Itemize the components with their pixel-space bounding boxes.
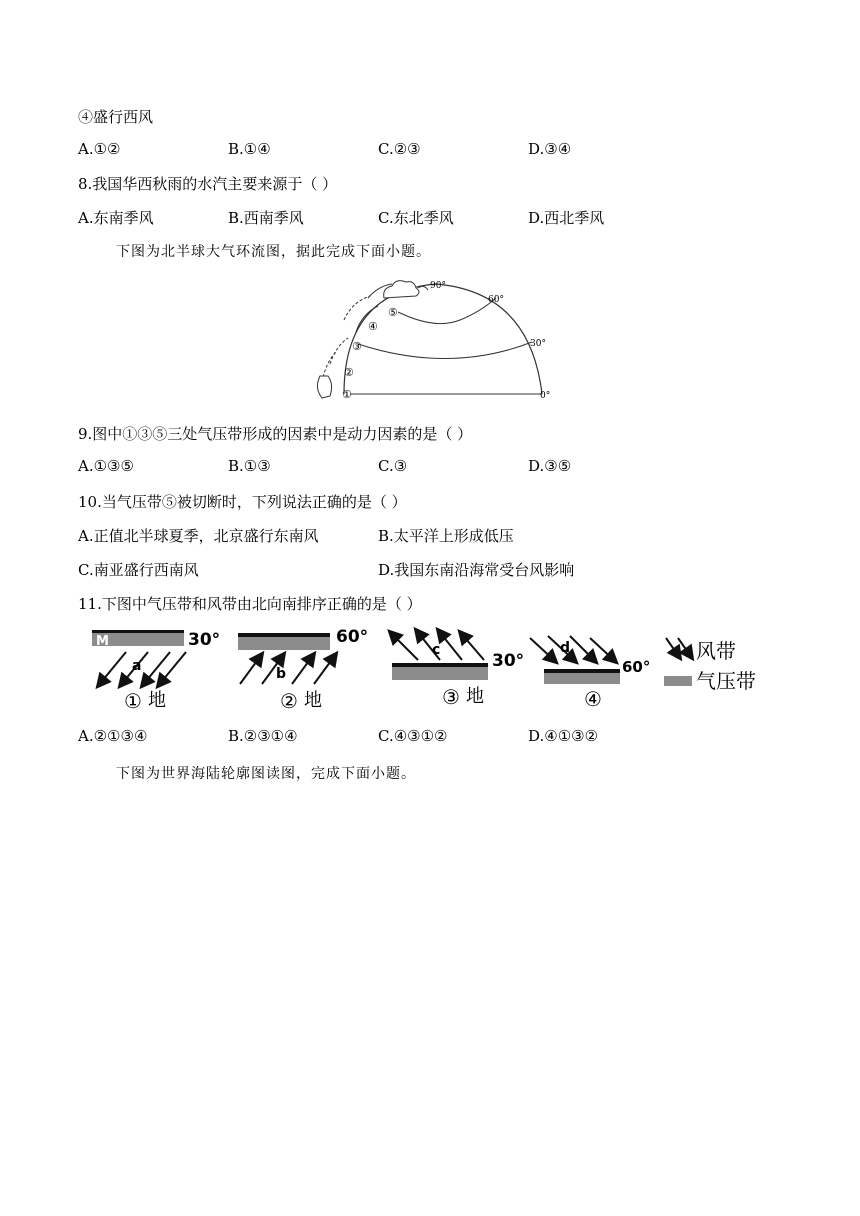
q10-option-c: C.南亚盛行西南风 <box>78 561 199 579</box>
legend-pressure-label: 气压带 <box>696 669 756 693</box>
lat-label-30: 30° <box>530 339 546 349</box>
q9-option-c: C.③ <box>378 457 408 475</box>
q8-stem: 8.我国华西秋雨的水汽主要来源于（ ） <box>78 175 338 193</box>
panel2-lat: 60° <box>336 627 369 647</box>
atmospheric-circulation-figure <box>300 272 570 414</box>
q9-option-d: D.③⑤ <box>528 457 572 475</box>
q11-option-b: B.②③①④ <box>228 727 298 745</box>
q11-stem: 11.下图中气压带和风带由北向南排序正确的是（ ） <box>78 595 422 613</box>
legend-wind-label: 风带 <box>696 639 736 663</box>
panel1-m-label: M <box>96 634 109 649</box>
panel4-num: ④ <box>584 687 602 711</box>
q7-option-d: D.③④ <box>528 140 572 158</box>
marker-3: ③ <box>352 340 362 353</box>
pressure-wind-belt-figure <box>86 624 776 716</box>
lat-label-60: 60° <box>488 295 504 305</box>
q9-option-a: A.①③⑤ <box>78 457 134 475</box>
q8-option-b: B.西南季风 <box>228 209 304 227</box>
q10-option-d: D.我国东南沿海常受台风影响 <box>378 561 575 579</box>
q8-option-d: D.西北季风 <box>528 209 605 227</box>
marker-1: ① <box>342 388 352 401</box>
q9-option-b: B.①③ <box>228 457 271 475</box>
panel2-ground: 地 <box>304 690 322 711</box>
q7-option-c: C.②③ <box>378 140 421 158</box>
panel1-num: ① <box>124 689 142 713</box>
panel3-ground: 地 <box>466 686 484 707</box>
panel4-lat: 60° <box>622 658 651 676</box>
lat-label-0: 0° <box>540 391 551 401</box>
panel1-letter: a <box>132 658 142 674</box>
panel2-letter: b <box>276 666 287 682</box>
panel2-num: ② <box>280 689 298 713</box>
panel1-lat: 30° <box>188 630 221 650</box>
intro-circulation: 下图为北半球大气环流图，据此完成下面小题。 <box>116 244 431 260</box>
q11-option-d: D.④①③② <box>528 727 599 745</box>
panel3-lat: 30° <box>492 651 525 671</box>
marker-2: ② <box>344 366 354 379</box>
q9-stem: 9.图中①③⑤三处气压带形成的因素中是动力因素的是（ ） <box>78 425 473 443</box>
marker-4: ④ <box>368 320 378 333</box>
lat-label-90: 90° <box>430 281 446 291</box>
panel3-num: ③ <box>442 685 460 709</box>
q8-option-a: A.东南季风 <box>78 209 154 227</box>
panel4-letter: d <box>560 640 571 656</box>
intro-world-map: 下图为世界海陆轮廓图读图，完成下面小题。 <box>116 766 416 782</box>
panel1-ground: 地 <box>148 690 166 711</box>
q7-option-b: B.①④ <box>228 140 271 158</box>
marker-5: ⑤ <box>388 306 398 319</box>
q7-option-a: A.①② <box>78 140 121 158</box>
q10-option-a: A.正值北半球夏季，北京盛行东南风 <box>78 527 319 545</box>
q8-option-c: C.东北季风 <box>378 209 454 227</box>
q11-option-c: C.④③①② <box>378 727 448 745</box>
q7-option-tail: ④盛行西风 <box>78 108 154 126</box>
panel3-letter: c <box>432 642 441 658</box>
q10-stem: 10.当气压带⑤被切断时，下列说法正确的是（ ） <box>78 493 407 511</box>
q10-option-b: B.太平洋上形成低压 <box>378 527 514 545</box>
q11-option-a: A.②①③④ <box>78 727 148 745</box>
